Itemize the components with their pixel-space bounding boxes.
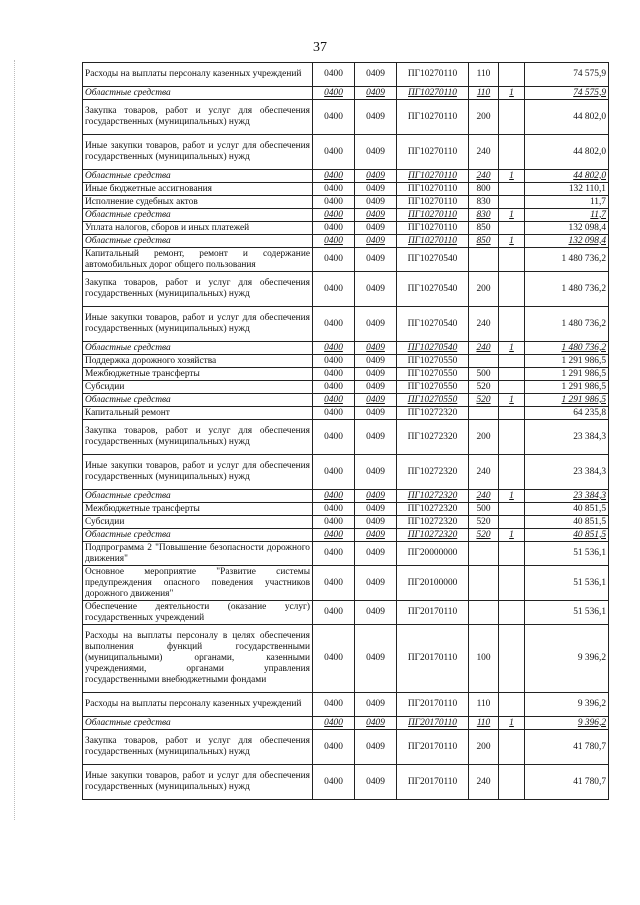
expense-name-cell: Подпрограмма 2 "Повышение безопасности дорожного движения" [83, 542, 313, 566]
amount-cell: 44 802,0 [525, 135, 609, 170]
subsection-code-cell: 0409 [355, 209, 397, 222]
amount-cell: 41 780,7 [525, 765, 609, 800]
table-row [83, 407, 609, 420]
amount-cell: 11,7 [525, 196, 609, 209]
funding-source-cell: 1 [499, 342, 525, 355]
funding-source-cell [499, 566, 525, 601]
amount-cell: 64 235,8 [525, 407, 609, 420]
funding-source-cell [499, 516, 525, 529]
expense-type-cell: 520 [469, 516, 499, 529]
subsection-code-cell: 0409 [355, 693, 397, 717]
target-article-cell: ПГ10272320 [397, 516, 469, 529]
expense-name-cell: Обеспечение деятельности (оказание услуг) государственных учреждений [83, 601, 313, 625]
expense-type-cell: 520 [469, 394, 499, 407]
subsection-code-cell: 0409 [355, 566, 397, 601]
expense-name-cell: Областные средства [83, 209, 313, 222]
amount-cell: 1 291 986,5 [525, 368, 609, 381]
expense-name-cell: Иные закупки товаров, работ и услуг для обеспечения государственных (муниципальных) нужд [83, 135, 313, 170]
expense-name-cell: Межбюджетные трансферты [83, 503, 313, 516]
amount-cell: 23 384,3 [525, 490, 609, 503]
target-article-cell: ПГ10270540 [397, 272, 469, 307]
subsection-code-cell: 0409 [355, 503, 397, 516]
table-row [83, 355, 609, 368]
subsection-code-cell: 0409 [355, 355, 397, 368]
funding-source-cell [499, 63, 525, 87]
amount-cell: 1 480 736,2 [525, 248, 609, 272]
target-article-cell: ПГ20170110 [397, 717, 469, 730]
section-code-cell: 0400 [313, 730, 355, 765]
funding-source-cell [499, 307, 525, 342]
amount-cell: 1 480 736,2 [525, 342, 609, 355]
section-code-cell: 0400 [313, 63, 355, 87]
expense-type-cell: 240 [469, 490, 499, 503]
expense-type-cell: 240 [469, 135, 499, 170]
regional-funds-row [83, 170, 609, 183]
amount-cell: 44 802,0 [525, 100, 609, 135]
section-code-cell: 0400 [313, 717, 355, 730]
target-article-cell: ПГ10270110 [397, 63, 469, 87]
target-article-cell: ПГ10272320 [397, 503, 469, 516]
table-row [83, 272, 609, 307]
expense-name-cell: Областные средства [83, 717, 313, 730]
section-code-cell: 0400 [313, 542, 355, 566]
subsection-code-cell: 0409 [355, 196, 397, 209]
section-code-cell: 0400 [313, 272, 355, 307]
subsection-code-cell: 0409 [355, 235, 397, 248]
expense-name-cell: Капитальный ремонт, ремонт и содержание автомобильных дорог общего пользования [83, 248, 313, 272]
expense-type-cell [469, 407, 499, 420]
target-article-cell: ПГ10270550 [397, 368, 469, 381]
expense-type-cell [469, 601, 499, 625]
table-row [83, 183, 609, 196]
expense-name-cell: Закупка товаров, работ и услуг для обеспечения государственных (муниципальных) нужд [83, 730, 313, 765]
expense-name-cell: Областные средства [83, 490, 313, 503]
funding-source-cell [499, 355, 525, 368]
subsection-code-cell: 0409 [355, 625, 397, 693]
amount-cell: 51 536,1 [525, 542, 609, 566]
target-article-cell: ПГ20170110 [397, 601, 469, 625]
target-article-cell: ПГ10270550 [397, 355, 469, 368]
section-code-cell: 0400 [313, 490, 355, 503]
funding-source-cell: 1 [499, 490, 525, 503]
subsection-code-cell: 0409 [355, 248, 397, 272]
section-code-cell: 0400 [313, 407, 355, 420]
expense-name-cell: Субсидии [83, 516, 313, 529]
table-row [83, 196, 609, 209]
expense-name-cell: Иные бюджетные ассигнования [83, 183, 313, 196]
regional-funds-row [83, 394, 609, 407]
section-code-cell: 0400 [313, 529, 355, 542]
expense-type-cell: 110 [469, 87, 499, 100]
target-article-cell: ПГ10270540 [397, 342, 469, 355]
target-article-cell: ПГ10270540 [397, 307, 469, 342]
expense-name-cell: Областные средства [83, 342, 313, 355]
amount-cell: 40 851,5 [525, 529, 609, 542]
target-article-cell: ПГ10270110 [397, 235, 469, 248]
subsection-code-cell: 0409 [355, 765, 397, 800]
amount-cell: 74 575,9 [525, 63, 609, 87]
funding-source-cell [499, 272, 525, 307]
expense-type-cell: 200 [469, 100, 499, 135]
expense-type-cell: 830 [469, 196, 499, 209]
funding-source-cell [499, 765, 525, 800]
amount-cell: 9 396,2 [525, 717, 609, 730]
amount-cell: 51 536,1 [525, 566, 609, 601]
section-code-cell: 0400 [313, 566, 355, 601]
section-code-cell: 0400 [313, 235, 355, 248]
table-row [83, 420, 609, 455]
expense-name-cell: Областные средства [83, 394, 313, 407]
expense-type-cell: 850 [469, 222, 499, 235]
regional-funds-row [83, 342, 609, 355]
expense-name-cell: Закупка товаров, работ и услуг для обеспечения государственных (муниципальных) нужд [83, 272, 313, 307]
expense-name-cell: Иные закупки товаров, работ и услуг для обеспечения государственных (муниципальных) нужд [83, 765, 313, 800]
subsection-code-cell: 0409 [355, 601, 397, 625]
funding-source-cell [499, 381, 525, 394]
expense-name-cell: Закупка товаров, работ и услуг для обеспечения государственных (муниципальных) нужд [83, 100, 313, 135]
table-row [83, 100, 609, 135]
section-code-cell: 0400 [313, 100, 355, 135]
section-code-cell: 0400 [313, 135, 355, 170]
target-article-cell: ПГ10270110 [397, 100, 469, 135]
target-article-cell: ПГ10270110 [397, 209, 469, 222]
amount-cell: 23 384,3 [525, 420, 609, 455]
funding-source-cell [499, 601, 525, 625]
target-article-cell: ПГ10272320 [397, 455, 469, 490]
target-article-cell: ПГ10272320 [397, 490, 469, 503]
expense-name-cell: Основное мероприятие "Развитие системы предупреждения опасного поведения участников дорожного движения" [83, 566, 313, 601]
subsection-code-cell: 0409 [355, 87, 397, 100]
subsection-code-cell: 0409 [355, 63, 397, 87]
section-code-cell: 0400 [313, 516, 355, 529]
subsection-code-cell: 0409 [355, 272, 397, 307]
expense-type-cell: 520 [469, 529, 499, 542]
table-row [83, 693, 609, 717]
regional-funds-row [83, 209, 609, 222]
regional-funds-row [83, 717, 609, 730]
expense-type-cell [469, 248, 499, 272]
table-row [83, 381, 609, 394]
expense-type-cell: 110 [469, 717, 499, 730]
expense-type-cell: 110 [469, 693, 499, 717]
table-row [83, 516, 609, 529]
target-article-cell: ПГ20170110 [397, 693, 469, 717]
amount-cell: 41 780,7 [525, 730, 609, 765]
section-code-cell: 0400 [313, 455, 355, 490]
section-code-cell: 0400 [313, 183, 355, 196]
expense-name-cell: Уплата налогов, сборов и иных платежей [83, 222, 313, 235]
subsection-code-cell: 0409 [355, 342, 397, 355]
target-article-cell: ПГ10270110 [397, 183, 469, 196]
table-row [83, 601, 609, 625]
subsection-code-cell: 0409 [355, 516, 397, 529]
amount-cell: 132 098,4 [525, 235, 609, 248]
target-article-cell: ПГ10270110 [397, 196, 469, 209]
subsection-code-cell: 0409 [355, 717, 397, 730]
section-code-cell: 0400 [313, 248, 355, 272]
expense-name-cell: Областные средства [83, 529, 313, 542]
regional-funds-row [83, 529, 609, 542]
expense-type-cell: 500 [469, 503, 499, 516]
table-row [83, 307, 609, 342]
expense-type-cell [469, 566, 499, 601]
funding-source-cell [499, 407, 525, 420]
subsection-code-cell: 0409 [355, 730, 397, 765]
expense-type-cell: 200 [469, 272, 499, 307]
page-number: 37 [313, 40, 327, 55]
funding-source-cell [499, 222, 525, 235]
amount-cell: 11,7 [525, 209, 609, 222]
expense-type-cell: 240 [469, 307, 499, 342]
target-article-cell: ПГ10270540 [397, 248, 469, 272]
section-code-cell: 0400 [313, 503, 355, 516]
expense-type-cell: 200 [469, 420, 499, 455]
funding-source-cell [499, 368, 525, 381]
subsection-code-cell: 0409 [355, 529, 397, 542]
table-body [83, 63, 609, 800]
amount-cell: 51 536,1 [525, 601, 609, 625]
section-code-cell: 0400 [313, 342, 355, 355]
regional-funds-row [83, 235, 609, 248]
amount-cell: 132 098,4 [525, 222, 609, 235]
subsection-code-cell: 0409 [355, 307, 397, 342]
funding-source-cell: 1 [499, 209, 525, 222]
expense-type-cell: 200 [469, 730, 499, 765]
expense-type-cell: 800 [469, 183, 499, 196]
subsection-code-cell: 0409 [355, 542, 397, 566]
target-article-cell: ПГ10272320 [397, 529, 469, 542]
regional-funds-row [83, 490, 609, 503]
section-code-cell: 0400 [313, 394, 355, 407]
amount-cell: 9 396,2 [525, 693, 609, 717]
section-code-cell: 0400 [313, 355, 355, 368]
expense-type-cell [469, 355, 499, 368]
target-article-cell: ПГ20100000 [397, 566, 469, 601]
regional-funds-row [83, 87, 609, 100]
table-row [83, 63, 609, 87]
funding-source-cell: 1 [499, 717, 525, 730]
table-row [83, 625, 609, 693]
subsection-code-cell: 0409 [355, 100, 397, 135]
expense-name-cell: Исполнение судебных актов [83, 196, 313, 209]
funding-source-cell: 1 [499, 170, 525, 183]
funding-source-cell [499, 455, 525, 490]
expense-name-cell: Областные средства [83, 235, 313, 248]
section-code-cell: 0400 [313, 381, 355, 394]
expense-name-cell: Поддержка дорожного хозяйства [83, 355, 313, 368]
expense-type-cell: 520 [469, 381, 499, 394]
expense-name-cell: Областные средства [83, 170, 313, 183]
section-code-cell: 0400 [313, 601, 355, 625]
subsection-code-cell: 0409 [355, 170, 397, 183]
target-article-cell: ПГ10270110 [397, 222, 469, 235]
subsection-code-cell: 0409 [355, 407, 397, 420]
funding-source-cell: 1 [499, 235, 525, 248]
expense-name-cell: Областные средства [83, 87, 313, 100]
expense-type-cell: 240 [469, 455, 499, 490]
target-article-cell: ПГ10270110 [397, 135, 469, 170]
table-row [83, 542, 609, 566]
amount-cell: 74 575,9 [525, 87, 609, 100]
funding-source-cell [499, 542, 525, 566]
expense-type-cell: 830 [469, 209, 499, 222]
funding-source-cell: 1 [499, 394, 525, 407]
expense-type-cell: 240 [469, 170, 499, 183]
subsection-code-cell: 0409 [355, 420, 397, 455]
amount-cell: 1 291 986,5 [525, 381, 609, 394]
target-article-cell: ПГ10272320 [397, 420, 469, 455]
funding-source-cell: 1 [499, 529, 525, 542]
expense-type-cell: 110 [469, 63, 499, 87]
section-code-cell: 0400 [313, 368, 355, 381]
expense-type-cell: 500 [469, 368, 499, 381]
subsection-code-cell: 0409 [355, 368, 397, 381]
subsection-code-cell: 0409 [355, 222, 397, 235]
expense-name-cell: Расходы на выплаты персоналу казенных учреждений [83, 693, 313, 717]
table-row [83, 566, 609, 601]
amount-cell: 23 384,3 [525, 455, 609, 490]
funding-source-cell [499, 248, 525, 272]
expense-name-cell: Иные закупки товаров, работ и услуг для обеспечения государственных (муниципальных) нужд [83, 307, 313, 342]
table-row [83, 222, 609, 235]
table-row [83, 248, 609, 272]
section-code-cell: 0400 [313, 196, 355, 209]
funding-source-cell: 1 [499, 87, 525, 100]
section-code-cell: 0400 [313, 170, 355, 183]
target-article-cell: ПГ20000000 [397, 542, 469, 566]
amount-cell: 9 396,2 [525, 625, 609, 693]
target-article-cell: ПГ10270550 [397, 394, 469, 407]
subsection-code-cell: 0409 [355, 135, 397, 170]
amount-cell: 40 851,5 [525, 503, 609, 516]
funding-source-cell [499, 503, 525, 516]
section-code-cell: 0400 [313, 222, 355, 235]
table-row [83, 503, 609, 516]
section-code-cell: 0400 [313, 693, 355, 717]
section-code-cell: 0400 [313, 625, 355, 693]
expense-type-cell: 100 [469, 625, 499, 693]
funding-source-cell [499, 625, 525, 693]
expense-name-cell: Межбюджетные трансферты [83, 368, 313, 381]
amount-cell: 1 480 736,2 [525, 272, 609, 307]
table-row [83, 765, 609, 800]
funding-source-cell [499, 135, 525, 170]
amount-cell: 132 110,1 [525, 183, 609, 196]
funding-source-cell [499, 693, 525, 717]
subsection-code-cell: 0409 [355, 183, 397, 196]
subsection-code-cell: 0409 [355, 394, 397, 407]
expense-name-cell: Субсидии [83, 381, 313, 394]
target-article-cell: ПГ10270110 [397, 87, 469, 100]
expense-name-cell: Расходы на выплаты персоналу казенных учреждений [83, 63, 313, 87]
section-code-cell: 0400 [313, 420, 355, 455]
subsection-code-cell: 0409 [355, 381, 397, 394]
target-article-cell: ПГ20170110 [397, 625, 469, 693]
expense-type-cell [469, 542, 499, 566]
target-article-cell: ПГ20170110 [397, 730, 469, 765]
section-code-cell: 0400 [313, 87, 355, 100]
amount-cell: 44 802,0 [525, 170, 609, 183]
subsection-code-cell: 0409 [355, 490, 397, 503]
target-article-cell: ПГ20170110 [397, 765, 469, 800]
expense-name-cell: Иные закупки товаров, работ и услуг для обеспечения государственных (муниципальных) нужд [83, 455, 313, 490]
expense-type-cell: 850 [469, 235, 499, 248]
budget-table [82, 62, 609, 800]
amount-cell: 1 480 736,2 [525, 307, 609, 342]
funding-source-cell [499, 183, 525, 196]
expense-type-cell: 240 [469, 342, 499, 355]
table-row [83, 135, 609, 170]
section-code-cell: 0400 [313, 307, 355, 342]
binding-margin-line [14, 60, 16, 820]
funding-source-cell [499, 196, 525, 209]
amount-cell: 1 291 986,5 [525, 355, 609, 368]
expense-type-cell: 240 [469, 765, 499, 800]
amount-cell: 1 291 986,5 [525, 394, 609, 407]
expense-name-cell: Расходы на выплаты персоналу в целях обеспечения выполнения функций государственными (муниципальными) органами, казенными учреждениями, органами управления государственными внебюджетными фондами [83, 625, 313, 693]
expense-name-cell: Закупка товаров, работ и услуг для обеспечения государственных (муниципальных) нужд [83, 420, 313, 455]
target-article-cell: ПГ10270110 [397, 170, 469, 183]
funding-source-cell [499, 730, 525, 765]
section-code-cell: 0400 [313, 209, 355, 222]
expense-name-cell: Капитальный ремонт [83, 407, 313, 420]
funding-source-cell [499, 420, 525, 455]
target-article-cell: ПГ10270550 [397, 381, 469, 394]
section-code-cell: 0400 [313, 765, 355, 800]
target-article-cell: ПГ10272320 [397, 407, 469, 420]
subsection-code-cell: 0409 [355, 455, 397, 490]
funding-source-cell [499, 100, 525, 135]
table-row [83, 368, 609, 381]
amount-cell: 40 851,5 [525, 516, 609, 529]
table-row [83, 455, 609, 490]
table-row [83, 730, 609, 765]
